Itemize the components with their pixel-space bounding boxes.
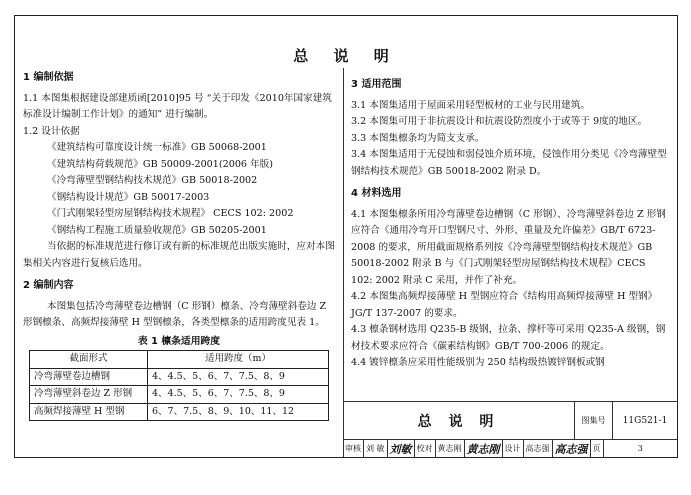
column-divider bbox=[343, 68, 344, 457]
span-table bbox=[29, 350, 329, 421]
right-column bbox=[351, 75, 667, 372]
table-1-caption: 表 1 檩条适用跨度 bbox=[137, 335, 221, 347]
reviewer-name: 刘 敏 bbox=[364, 440, 388, 457]
ref-item: 《冷弯薄壁型钢结构技术规范》GB 50018-2002 bbox=[47, 175, 258, 186]
section-1-p1: 1.1 本图集根据建设部建质函[2010]95 号 “关于印发《2010年国家建筑标准设计编制工作计划》的通知” 进行编制。 bbox=[23, 92, 332, 120]
section-1-heading: 1 编制依据 bbox=[23, 72, 74, 83]
page-title: 总 说 明 bbox=[293, 47, 399, 65]
checker-signature: 黄志刚 bbox=[465, 440, 503, 457]
designer-name: 高志强 bbox=[524, 440, 553, 457]
table-cell: 4、4.5、5、6、7、7.5、8、9 bbox=[148, 368, 329, 386]
ref-item: 《建筑结构可靠度设计统一标准》GB 50068-2001 bbox=[47, 142, 267, 153]
table-row bbox=[30, 386, 329, 404]
section-3-item: 3.3 本图集檩条均为简支支承。 bbox=[351, 132, 485, 144]
section-4-item: 4.2 本图集高频焊接薄壁 H 型钢应符合《结构用高频焊接薄壁 H 型钢》JG/T 137-2007 的要求。 bbox=[351, 291, 658, 319]
ref-item: 《建筑结构荷载规范》GB 50009-2001(2006 年版) bbox=[47, 158, 274, 170]
page-number: 3 bbox=[637, 444, 643, 453]
drawing-sheet bbox=[14, 15, 678, 458]
signature-row bbox=[343, 439, 677, 457]
section-3-item: 3.4 本图集适用于无侵蚀和弱侵蚀介质环境，侵蚀作用分类见《冷弯薄壁型钢结构技术规范》GB 50018-2002 附录 D。 bbox=[351, 149, 667, 177]
left-column bbox=[23, 68, 335, 421]
title-block bbox=[343, 401, 677, 457]
section-4-heading: 4 材料选用 bbox=[351, 188, 402, 199]
designer-signature: 高志强 bbox=[553, 440, 591, 457]
design-label: 设计 bbox=[503, 440, 524, 457]
check-label: 校对 bbox=[415, 440, 436, 457]
table-header-cell: 适用跨度（m） bbox=[148, 351, 329, 369]
section-3-item: 3.1 本图集适用于屋面采用轻型板材的工业与民用建筑。 bbox=[351, 99, 590, 111]
section-1-p2: 1.2 设计依据 bbox=[23, 125, 80, 137]
title-block-title: 总 说 明 bbox=[343, 402, 575, 439]
table-cell: 6、7、7.5、8、9、10、11、12 bbox=[148, 403, 329, 421]
section-4-item: 4.1 本图集檩条所用冷弯薄壁卷边槽钢（C 形钢）、冷弯薄壁斜卷边 Z 形钢应符合《通用冷弯开口型钢尺寸、外形、重量及允许偏差》GB/T 6723-2008 的要求，所用截面规格系列按《冷弯薄壁型钢结构技术规范》GB 50018-2002 附录 B 与《门式刚架轻型房屋钢结构技术规程》CECS 102: 2002 附录 C 采用，并作了补充。 bbox=[351, 208, 666, 286]
table-cell: 高频焊接薄壁 H 型钢 bbox=[30, 403, 148, 421]
page-label: 页 bbox=[591, 440, 604, 457]
section-1-note: 当依据的标准规范进行修订或有新的标准规范出版实施时，应对本图集相关内容进行复核后选用。 bbox=[23, 241, 335, 269]
review-label: 审核 bbox=[343, 440, 364, 457]
table-row bbox=[30, 368, 329, 386]
table-cell: 冷弯薄壁卷边槽钢 bbox=[30, 368, 148, 386]
section-2-p1: 本图集包括冷弯薄壁卷边槽钢（C 形钢）檩条、冷弯薄壁斜卷边 Z 形钢檩条、高频焊接薄壁 H 型钢檩条，各类型檩条的适用跨度见表 1。 bbox=[23, 300, 327, 328]
table-header-row bbox=[30, 351, 329, 369]
table-cell: 冷弯薄壁斜卷边 Z 形钢 bbox=[30, 386, 148, 404]
section-3-item: 3.2 本图集可用于非抗震设计和抗震设防烈度小于或等于 9度的地区。 bbox=[351, 116, 648, 127]
atlas-number: 11G521-1 bbox=[622, 415, 668, 426]
table-header-cell: 截面形式 bbox=[30, 351, 148, 369]
section-3-heading: 3 适用范围 bbox=[351, 79, 402, 90]
section-4-item: 4.3 檩条钢材选用 Q235-B 级钢，拉条、撑杆等可采用 Q235-A 级钢，钢材技术要求应符合《碳素结构钢》GB/T 700-2006 的规定。 bbox=[351, 324, 666, 352]
reviewer-signature: 刘敏 bbox=[388, 440, 415, 457]
ref-item: 《钢结构工程施工质量验收规范》GB 50205-2001 bbox=[47, 224, 267, 236]
section-4-item: 4.4 镀锌檩条应采用性能级别为 250 结构级热镀锌钢板或钢 bbox=[351, 357, 605, 368]
ref-item: 《钢结构设计规范》GB 50017-2003 bbox=[47, 191, 210, 203]
table-row bbox=[30, 403, 329, 421]
table-cell: 4、4.5、5、6、7、7.5、8、9 bbox=[148, 386, 329, 404]
ref-item: 《门式刚架轻型房屋钢结构技术规程》 CECS 102: 2002 bbox=[47, 208, 294, 219]
section-2-heading: 2 编制内容 bbox=[23, 280, 74, 291]
checker-name: 黄志刚 bbox=[436, 440, 465, 457]
atlas-number-label: 图集号 bbox=[575, 402, 613, 439]
